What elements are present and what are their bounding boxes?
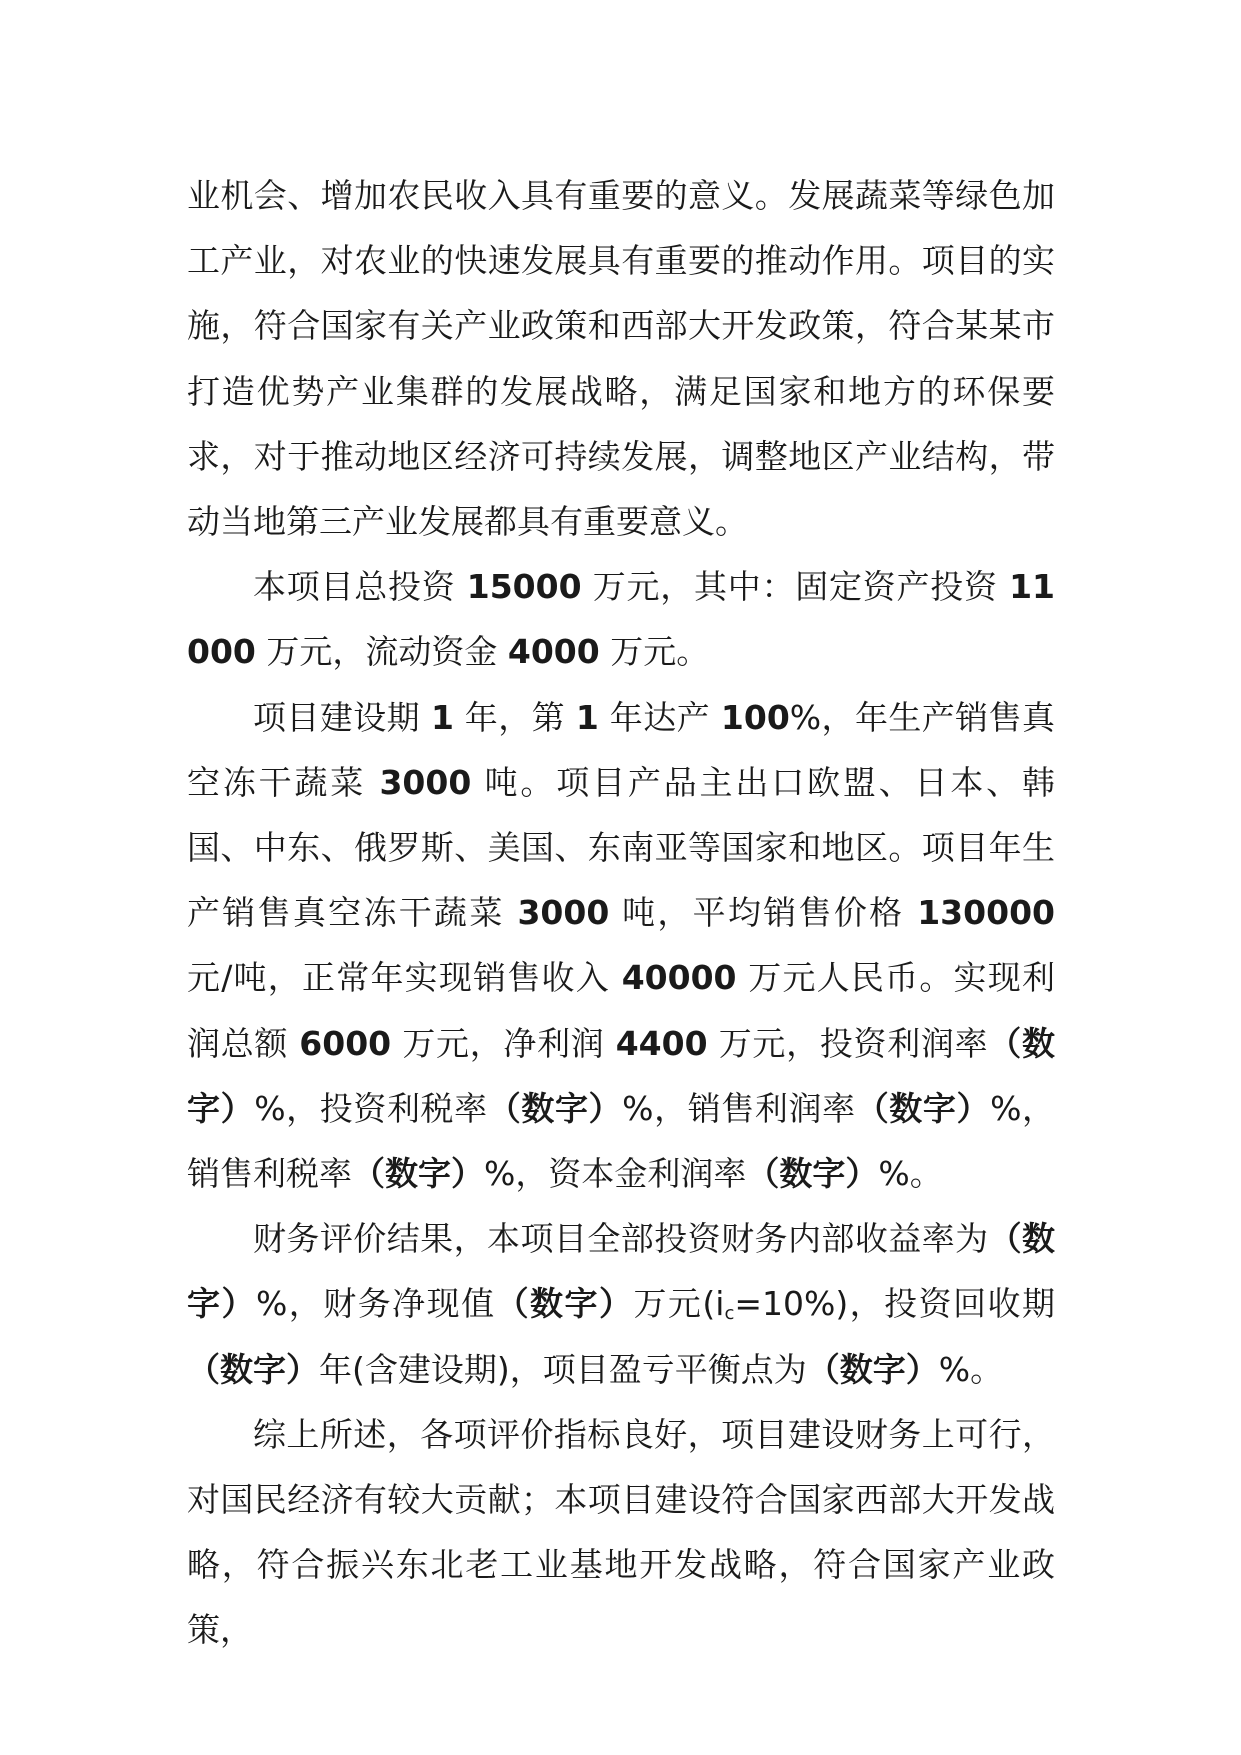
text-run: 万元，投资利润率 (707, 1023, 989, 1063)
text-run: 年，第 (453, 697, 576, 737)
bold-text: 1 (575, 697, 599, 737)
text-run: 万元。 (599, 632, 710, 672)
text-run: 万元人民币。实现利润总额 (187, 958, 1055, 1063)
text-run: %。 (878, 1154, 943, 1194)
text-run: 元/吨，正常年实现销售收入 (187, 958, 622, 998)
paragraph-1 (187, 163, 1055, 554)
text-run: 万元，流动资金 (255, 632, 508, 672)
bold-text: （数字） (495, 1284, 634, 1324)
text-run: 万元，净利润 (391, 1023, 616, 1063)
text-run: 年(含建设期)，项目盈亏平衡点为 (319, 1349, 807, 1389)
bold-text: 15000 (466, 567, 582, 607)
subscript-text: c (724, 1303, 735, 1325)
bold-text: （数字） (187, 1349, 319, 1389)
text-run: 项目建设期 (253, 697, 431, 737)
document-page (187, 163, 1055, 1663)
text-run: %，投资利税率 (254, 1088, 488, 1128)
paragraph-5 (187, 1402, 1055, 1663)
text-run: %，年生产销售真空冻干蔬菜 (187, 697, 1055, 802)
text-run: 吨。项目产品主出口欧盟、日本、韩国、中东、俄罗斯、美国、东南亚等国家和地区。项目年生产销售真空冻干蔬菜 (187, 762, 1055, 933)
bold-text: 11000 (187, 567, 1055, 672)
paragraph-4 (187, 1206, 1055, 1402)
bold-text: 4000 (507, 632, 600, 672)
bold-text: （数字） (187, 1023, 1055, 1128)
text-run: 业机会、增加农民收入具有重要的意义。发展蔬菜等绿色加工产业，对农业的快速发展具有重要的推动作用。项目的实施，符合国家有关产业政策和西部大开发政策，符合某某市打造优势产业集群的发展战略，满足国家和地方的环保要求，对于推动地区经济可持续发展，调整地区产业结构，带动当地第三产业发展都具有重要意义。 (187, 176, 1055, 542)
text-run: 财务评价结果，本项目全部投资财务内部收益率为 (253, 1219, 989, 1259)
bold-text: （数字） (855, 1088, 991, 1128)
text-run: 综上所述，各项评价指标良好，项目建设财务上可行，对国民经济有较大贡献；本项目建设符合国家西部大开发战略，符合振兴东北老工业基地开发战略，符合国家产业政策， (187, 1414, 1055, 1650)
text-run: 万元(i (633, 1284, 725, 1324)
paragraph-3 (187, 685, 1055, 1207)
bold-text: 130000 (917, 893, 1055, 933)
text-run: %，销售利税率 (187, 1088, 1056, 1194)
text-run: 本项目总投资 (253, 567, 467, 607)
bold-text: 6000 (299, 1023, 392, 1063)
bold-text: （数字） (187, 1219, 1056, 1324)
text-run: %，资本金利润率 (484, 1154, 747, 1194)
text-run: 吨，平均销售价格 (609, 893, 918, 933)
bold-text: 40000 (621, 958, 737, 998)
bold-text: 3000 (517, 893, 610, 933)
bold-text: （数字） (746, 1154, 879, 1194)
bold-text: 4400 (615, 1023, 708, 1063)
bold-text: （数字） (487, 1088, 623, 1128)
text-run: %。 (938, 1349, 1004, 1389)
text-run: %，销售利润率 (622, 1088, 856, 1128)
paragraph-2 (187, 554, 1055, 684)
bold-text: 3000 (379, 762, 472, 802)
text-run: =10%)，投资回收期 (734, 1284, 1056, 1324)
text-run: 万元，其中：固定资产投资 (581, 567, 1010, 607)
text-run: %，财务净现值 (255, 1284, 496, 1324)
bold-text: 100 (720, 697, 790, 737)
text-run: 年达产 (598, 697, 721, 737)
bold-text: 1 (430, 697, 454, 737)
bold-text: （数字） (352, 1154, 484, 1194)
bold-text: （数字） (806, 1349, 939, 1389)
